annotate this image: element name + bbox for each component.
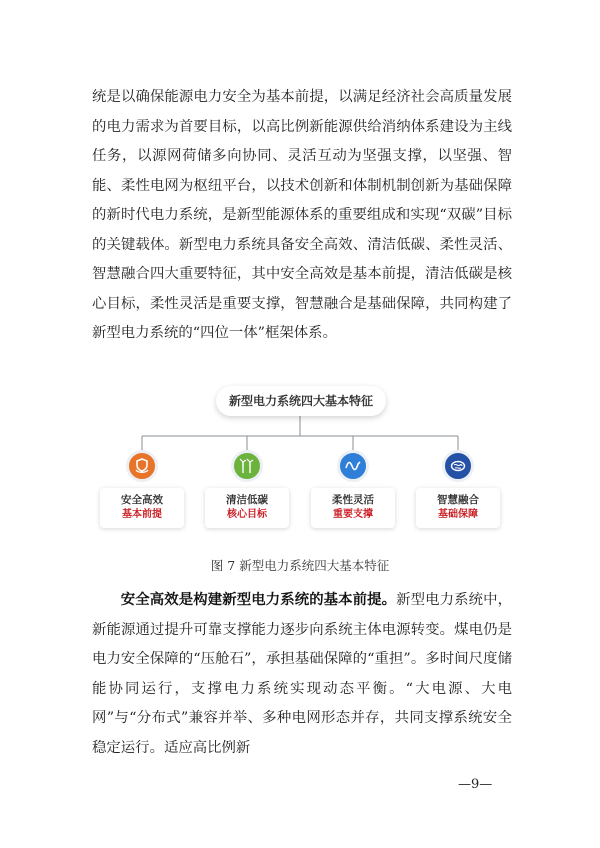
feature-icon-circle — [231, 450, 263, 482]
feature-icon-circle — [442, 450, 474, 482]
features-diagram — [100, 386, 500, 536]
feature-card — [311, 488, 395, 528]
wave-icon — [344, 457, 362, 475]
feature-role: 核心目标 — [227, 509, 267, 520]
paragraph-body-text: 新型电力系统中，新能源通过提升可靠支撑能力逐步向系统主体电源转变。煤电仍是电力安全保障的“压舱石”，承担基础保障的“重担”。多时间尺度储能协同运行，支撑电力系统实现动态平衡。“大电源、大电网”与“分布式”兼容并举、多种电网形态并存，共同支撑系统安全稳定运行。适应高比例新 — [92, 592, 512, 756]
brain-icon — [449, 457, 467, 475]
feature-name: 清洁低碳 — [226, 494, 268, 506]
feature-flexible — [311, 450, 395, 530]
feature-role: 重要支撑 — [333, 509, 373, 520]
feature-role: 基础保障 — [438, 509, 478, 520]
figure-caption: 图 7 新型电力系统四大基本特征 — [210, 558, 390, 573]
feature-card — [100, 488, 184, 528]
wind-turbine-icon — [238, 457, 256, 475]
feature-name: 柔性灵活 — [332, 494, 374, 506]
feature-icon-circle — [337, 450, 369, 482]
body-paragraph-1: 统是以确保能源电力安全为基本前提，以满足经济社会高质量发展的电力需求为首要目标，以高比例新能源供给消纳体系建设为主线任务，以源网荷储多向协同、灵活互动为坚强支撑，以坚强、智能、柔性电网为枢纽平台，以技术创新和体制机制创新为基础保障的新时代电力系统，是新型能源体系的重要组成和实现“双碳”目标的关键载体。新型电力系统具备安全高效、清洁低碳、柔性灵活、智慧融合四大重要特征，其中安全高效是基本前提，清洁低碳是核心目标，柔性灵活是重要支撑，智慧融合是基础保障，共同构建了新型电力系统的“四位一体”框架体系。 — [92, 89, 512, 341]
feature-name: 安全高效 — [121, 494, 163, 506]
body-paragraph-2 — [92, 586, 512, 763]
feature-role: 基本前提 — [122, 509, 162, 520]
feature-card — [416, 488, 500, 528]
shield-hand-icon — [133, 457, 151, 475]
feature-card — [205, 488, 289, 528]
page-number: —9— — [458, 777, 493, 792]
feature-icon-circle — [126, 450, 158, 482]
feature-safe-efficient — [100, 450, 184, 530]
feature-clean-low-carbon — [205, 450, 289, 530]
feature-smart-integration — [416, 450, 500, 530]
feature-name: 智慧融合 — [437, 494, 479, 506]
diagram-title: 新型电力系统四大基本特征 — [216, 386, 386, 416]
paragraph-lead-sentence: 安全高效是构建新型电力系统的基本前提。 — [120, 592, 397, 608]
